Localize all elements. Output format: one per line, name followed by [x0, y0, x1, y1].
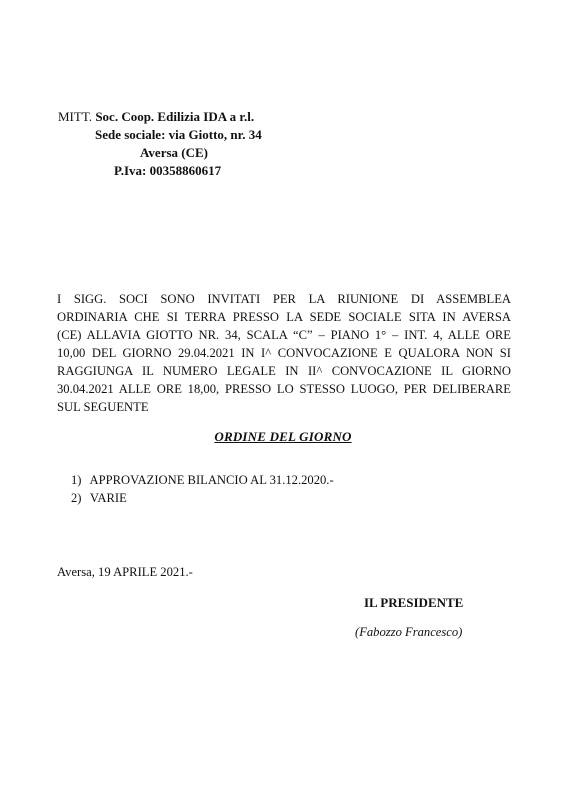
agenda-heading [0, 429, 566, 445]
agenda-item [71, 471, 334, 489]
agenda-item-text: VARIE [89, 491, 127, 505]
agenda-list [71, 471, 334, 507]
sender-vat: P.Iva: 00358860617 [114, 163, 222, 178]
agenda-item-number: 2) [71, 491, 82, 505]
paragraph-line: SUL SEGUENTE [57, 400, 149, 414]
sender-company-line [58, 108, 262, 126]
president-title: IL PRESIDENTE [364, 595, 464, 610]
agenda-item-text: APPROVAZIONE BILANCIO AL 31.12.2020.- [89, 473, 334, 487]
sender-block [58, 108, 262, 180]
sender-company: Soc. Coop. Edilizia IDA a r.l. [95, 109, 255, 124]
place-date: Aversa, 19 APRILE 2021.- [57, 565, 193, 579]
sender-prefix: MITT. [58, 109, 93, 124]
agenda-item-number: 1) [71, 473, 82, 487]
paragraph-line: 10,00 DEL GIORNO 29.04.2021 IN I^ CONVOCAZIONE E QUALORA NON SI [57, 346, 511, 360]
paragraph-line: I SIGG. SOCI SONO INVITATI PER LA RIUNIONE DI ASSEMBLEA [57, 292, 511, 306]
invitation-paragraph [57, 290, 511, 416]
signer-name: (Fabozzo Francesco) [355, 625, 463, 639]
sender-address: Sede sociale: via Giotto, nr. 34 [95, 127, 262, 142]
agenda-heading-text: ORDINE DEL GIORNO [214, 429, 352, 444]
paragraph-line: 30.04.2021 ALLE ORE 18,00, PRESSO LO STESSO LUOGO, PER DELIBERARE [57, 382, 511, 396]
paragraph-line: RAGGIUNGA IL NUMERO LEGALE IN II^ CONVOCAZIONE IL GIORNO [57, 364, 511, 378]
agenda-item [71, 489, 334, 507]
paragraph-line: ORDINARIA CHE SI TERRA PRESSO LA SEDE SOCIALE SITA IN AVERSA [57, 310, 511, 324]
paragraph-line: (CE) ALLAVIA GIOTTO NR. 34, SCALA “C” – PIANO 1° – INT. 4, ALLE ORE [57, 328, 511, 342]
sender-city: Aversa (CE) [140, 145, 208, 160]
